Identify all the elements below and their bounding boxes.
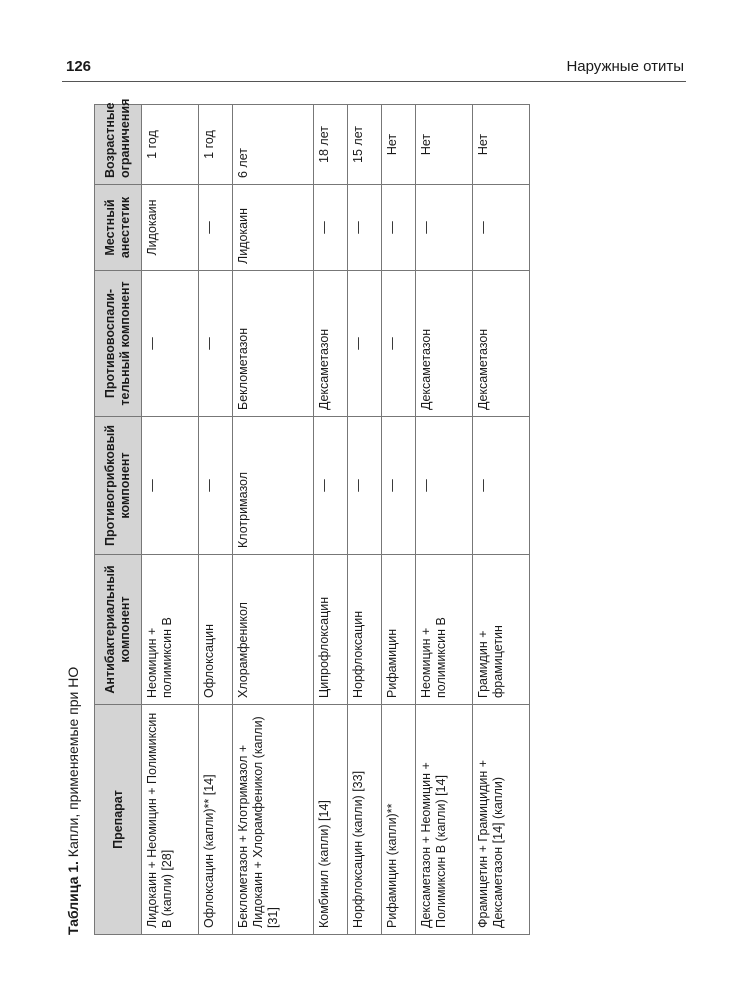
column-header-age: Возрастные ограничения [95,105,142,185]
cell-drug: Фрамицетин + Грамицидин + Дексаметазон [14] (капли) [472,705,529,935]
table-row [347,105,381,935]
cell-anesthetic: Лидокаин [142,185,199,271]
cell-antibacterial: Хлорамфеникол [233,555,313,705]
cell-antiinflammatory: — [381,271,415,417]
column-header-antifungal: Противогрибковый компонент [95,417,142,555]
cell-antibacterial: Ципрофлоксацин [313,555,347,705]
cell-anesthetic: — [313,185,347,271]
cell-anesthetic: — [415,185,472,271]
cell-antiinflammatory: Дексаметазон [415,271,472,417]
table-header-row [95,105,142,935]
cell-age: Нет [472,105,529,185]
cell-antibacterial: Грамидин + фрамицетин [472,555,529,705]
table-row [199,105,233,935]
rotated-table-block [62,98,532,935]
table-row [313,105,347,935]
cell-drug: Дексаметазон + Неомицин + Полимиксин В (капли) [14] [415,705,472,935]
cell-antifungal: — [313,417,347,555]
cell-drug: Беклометазон + Клотримазол + Лидокаин + Хлорамфеникол (капли) [31] [233,705,313,935]
cell-age: 6 лет [233,105,313,185]
table-row [381,105,415,935]
cell-antibacterial: Норфлоксацин [347,555,381,705]
cell-anesthetic: — [472,185,529,271]
cell-antiinflammatory: — [347,271,381,417]
cell-age: 15 лет [347,105,381,185]
page-number: 126 [66,58,92,75]
cell-antifungal: Клотримазол [233,417,313,555]
cell-age: 18 лет [313,105,347,185]
table-caption [62,105,84,935]
cell-antibacterial: Неомицин + полимиксин В [415,555,472,705]
cell-age: 1 год [199,105,233,185]
cell-antifungal: — [347,417,381,555]
cell-antiinflammatory: Беклометазон [233,271,313,417]
column-header-antibacterial: Антибактериальный компонент [95,555,142,705]
cell-anesthetic: — [347,185,381,271]
cell-antifungal: — [381,417,415,555]
column-header-antiinflammatory: Противовоспали-тельный компонент [95,271,142,417]
cell-antibacterial: Неомицин + полимиксин В [142,555,199,705]
table-row [233,105,313,935]
table-caption-text: Капли, применяемые при НО [65,666,81,862]
cell-antiinflammatory: Дексаметазон [472,271,529,417]
table-row [142,105,199,935]
cell-antibacterial: Офлоксацин [199,555,233,705]
cell-drug: Норфлоксацин (капли) [33] [347,705,381,935]
column-header-drug: Препарат [95,705,142,935]
cell-antiinflammatory: — [142,271,199,417]
drug-table [94,98,530,935]
cell-antifungal: — [472,417,529,555]
column-header-anesthetic: Местный анестетик [95,185,142,271]
cell-anesthetic: Лидокаин [233,185,313,271]
table-caption-label: Таблица 1. [65,861,81,935]
cell-drug: Рифамицин (капли)** [381,705,415,935]
cell-drug: Офлоксацин (капли)** [14] [199,705,233,935]
cell-anesthetic: — [381,185,415,271]
cell-age: Нет [415,105,472,185]
cell-age: Нет [381,105,415,185]
header-rule [62,81,686,82]
cell-antifungal: — [199,417,233,555]
cell-antiinflammatory: — [199,271,233,417]
running-header: Наружные отиты [566,58,684,75]
cell-age: 1 год [142,105,199,185]
table-row [415,105,472,935]
cell-drug: Лидокаин + Неомицин + Полимиксин В (капли) [28] [142,705,199,935]
cell-antifungal: — [142,417,199,555]
cell-antiinflammatory: Дексаметазон [313,271,347,417]
table-row [472,105,529,935]
cell-antibacterial: Рифамицин [381,555,415,705]
cell-anesthetic: — [199,185,233,271]
cell-drug: Комбинил (капли) [14] [313,705,347,935]
cell-antifungal: — [415,417,472,555]
